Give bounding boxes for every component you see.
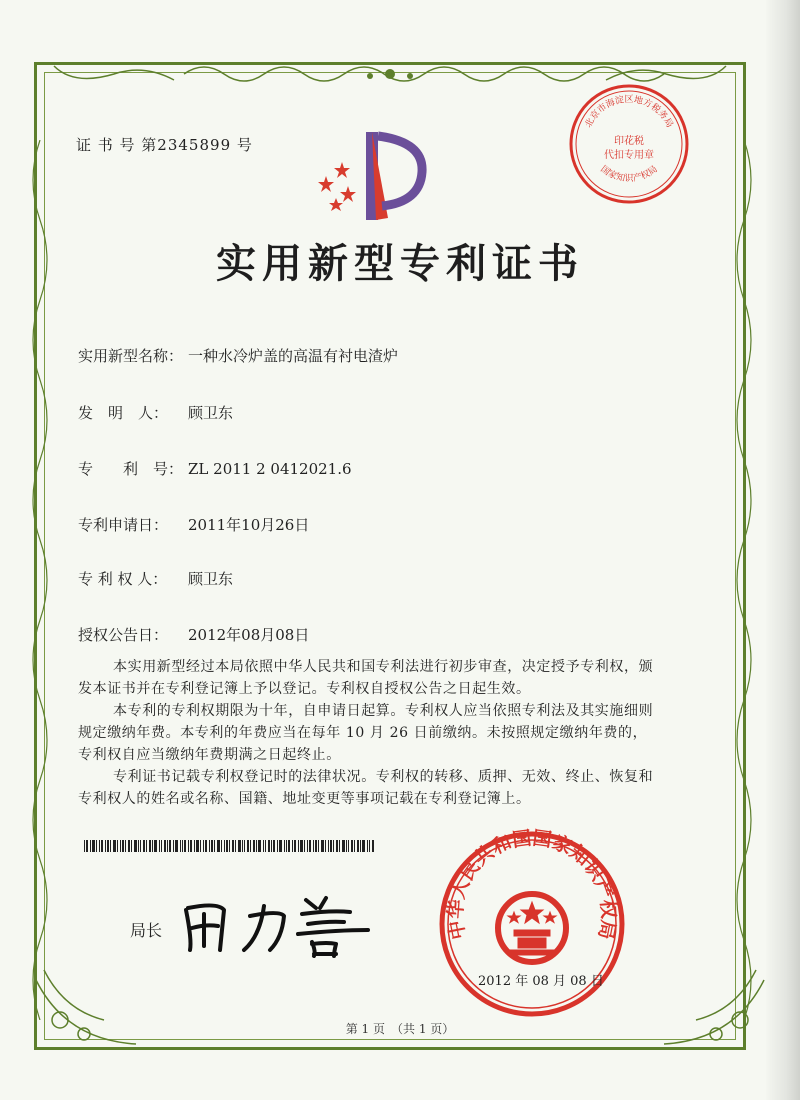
barcode-bar <box>154 840 157 852</box>
document-title: 实用新型专利证书 <box>216 240 584 287</box>
tax-seal-ring-text: 北京市海淀区地方税务局 <box>583 95 675 130</box>
field-label: 发 明 人： <box>78 404 169 422</box>
barcode-bar <box>288 840 290 852</box>
barcode-bar <box>321 840 324 852</box>
barcode-bar <box>167 840 168 852</box>
field-grant-date <box>78 624 309 645</box>
barcode-bar <box>182 840 183 852</box>
barcode-bar <box>247 840 249 852</box>
seal-ring-text: 中华人民共和国国家知识产权局 <box>444 828 620 942</box>
barcode-bar <box>226 840 228 852</box>
barcode-bar <box>348 840 349 852</box>
barcode-bar <box>110 840 111 852</box>
director-label: 局长 <box>130 921 163 940</box>
barcode-bar <box>152 840 153 852</box>
barcode-bar <box>146 840 147 852</box>
barcode-bar <box>169 840 171 852</box>
barcode-bar <box>277 840 278 852</box>
barcode-bar <box>86 840 88 852</box>
barcode-bar <box>330 840 332 852</box>
barcode-bar <box>161 840 162 852</box>
barcode-bar <box>309 840 311 852</box>
field-label: 授权公告日： <box>78 626 169 644</box>
barcode-bar <box>175 840 178 852</box>
seal-date: 2012 年 08 月 08 日 <box>478 974 604 989</box>
field-value: 2012年08月08日 <box>188 626 310 644</box>
barcode-bar <box>113 840 116 852</box>
barcode-bar <box>238 840 241 852</box>
field-utility-model-name <box>78 345 398 366</box>
body-paragraph-1: 本实用新型经过本局依照中华人民共和国专利法进行初步审查，决定授予专利权，颁发本证书并在专利登记簿上予以登记。专利权自授权公告之日起生效。 <box>78 659 654 697</box>
field-label: 专利申请日： <box>78 516 169 534</box>
barcode-bar <box>333 840 334 852</box>
barcode-bar <box>188 840 189 852</box>
barcode-bar <box>258 840 261 852</box>
barcode-bar <box>271 840 272 852</box>
barcode-bar <box>200 840 201 852</box>
barcode-bar <box>138 840 139 852</box>
barcode-bar <box>224 840 225 852</box>
tax-seal-center-line1: 印花税 <box>614 136 644 147</box>
field-patentee <box>78 568 233 589</box>
official-seal <box>436 828 628 1020</box>
barcode-bar <box>300 840 303 852</box>
director-signature <box>178 886 378 958</box>
barcode-bar <box>315 840 317 852</box>
barcode-bar <box>221 840 222 852</box>
page-number: 第 1 页 （共 1 页） <box>345 1022 455 1036</box>
barcode-bar <box>134 840 137 852</box>
barcode-bar <box>328 840 329 852</box>
barcode-bar <box>304 840 305 852</box>
barcode-bar <box>84 840 85 852</box>
barcode-bar <box>346 840 347 852</box>
barcode-bar <box>203 840 204 852</box>
barcode-bar <box>217 840 220 852</box>
barcode-bar <box>214 840 215 852</box>
barcode-bar <box>229 840 230 852</box>
barcode-bar <box>279 840 282 852</box>
barcode-bar <box>273 840 275 852</box>
barcode-bar <box>242 840 243 852</box>
barcode-bar <box>268 840 270 852</box>
barcode-bar <box>253 840 255 852</box>
barcode-bar <box>205 840 207 852</box>
field-value: 一种水冷炉盖的高温有衬电渣炉 <box>188 347 399 365</box>
barcode-bar <box>101 840 103 852</box>
barcode-bar <box>357 840 359 852</box>
barcode-bar <box>120 840 121 852</box>
barcode-bar <box>125 840 126 852</box>
barcode-bar <box>128 840 130 852</box>
barcode-bar <box>367 840 368 852</box>
barcode-bar <box>339 840 340 852</box>
barcode-bar <box>360 840 361 852</box>
field-value: 顾卫东 <box>188 404 234 422</box>
barcode-bar <box>164 840 166 852</box>
barcode-bar <box>342 840 345 852</box>
barcode-bar <box>131 840 132 852</box>
barcode-bar <box>117 840 118 852</box>
national-emblem-icon <box>498 894 566 962</box>
barcode-bar <box>196 840 199 852</box>
barcode-bar <box>99 840 100 852</box>
barcode-bar <box>90 840 91 852</box>
barcode-bar <box>190 840 192 852</box>
barcode-bar <box>149 840 151 852</box>
barcode-bar <box>244 840 245 852</box>
barcode-bar <box>263 840 264 852</box>
barcode-bar <box>107 840 109 852</box>
field-patent-number <box>78 458 352 479</box>
scan-edge-shadow <box>766 0 800 1100</box>
barcode-bar <box>140 840 141 852</box>
field-application-date <box>78 514 309 535</box>
barcode-bar <box>159 840 160 852</box>
barcode-bar <box>92 840 95 852</box>
barcode-bar <box>209 840 210 852</box>
barcode-bar <box>313 840 314 852</box>
field-label: 实用新型名称： <box>78 347 184 365</box>
barcode-bar <box>292 840 293 852</box>
barcode <box>84 840 376 852</box>
barcode-bar <box>318 840 319 852</box>
tax-seal-bottom-text: 国家知识产权局 <box>598 164 660 185</box>
barcode-bar <box>336 840 338 852</box>
barcode-bar <box>265 840 266 852</box>
field-inventor <box>78 402 233 423</box>
field-value: ZL 2011 2 0412021.6 <box>188 460 352 478</box>
body-text <box>78 656 658 810</box>
tax-seal-center-line2: 代扣专用章 <box>604 150 654 161</box>
barcode-bar <box>105 840 106 852</box>
barcode-bar <box>298 840 299 852</box>
svg-text:国家知识产权局 <box>598 164 659 185</box>
barcode-bar <box>256 840 257 852</box>
barcode-bar <box>184 840 186 852</box>
barcode-bar <box>180 840 181 852</box>
barcode-bar <box>250 840 251 852</box>
field-label: 专 利 权 人： <box>78 570 168 588</box>
barcode-bar <box>235 840 236 852</box>
svg-text:中华人民共和国国家知识产权局 <box>444 828 621 941</box>
barcode-bar <box>173 840 174 852</box>
barcode-bar <box>325 840 326 852</box>
barcode-bar <box>122 840 124 852</box>
barcode-bar <box>211 840 213 852</box>
svg-text:北京市海淀区地方税务局 <box>582 93 675 129</box>
barcode-bar <box>194 840 195 852</box>
barcode-bar <box>354 840 355 852</box>
barcode-bar <box>351 840 353 852</box>
barcode-bar <box>96 840 97 852</box>
barcode-bar <box>362 840 365 852</box>
field-value: 2011年10月26日 <box>188 516 310 534</box>
body-paragraph-2: 本专利的专利权期限为十年，自申请日起算。专利权人应当依照专利法及其实施细则规定缴纳年费。本专利的年费应当在每年 10 月 26 日前缴纳。未按照规定缴纳年费的，专利权自应当缴纳年费期满之日起终止。 <box>78 703 654 763</box>
field-value: 顾卫东 <box>188 570 234 588</box>
certificate-number: 证 书 号 第2345899 号 <box>76 136 253 154</box>
cnipa-logo-icon <box>312 128 432 224</box>
tax-seal-top-right <box>565 80 693 208</box>
body-paragraph-3: 专利证书记载专利权登记时的法律状况。专利权的转移、质押、无效、终止、恢复和专利权人的姓名或名称、国籍、地址变更等事项记载在专利登记簿上。 <box>78 769 654 807</box>
field-label: 专 利 号： <box>78 460 184 478</box>
barcode-bar <box>286 840 287 852</box>
barcode-bar <box>232 840 234 852</box>
barcode-bar <box>294 840 296 852</box>
barcode-bar <box>143 840 145 852</box>
barcode-bar <box>284 840 285 852</box>
barcode-bar <box>372 840 374 852</box>
barcode-bar <box>307 840 308 852</box>
barcode-bar <box>369 840 370 852</box>
